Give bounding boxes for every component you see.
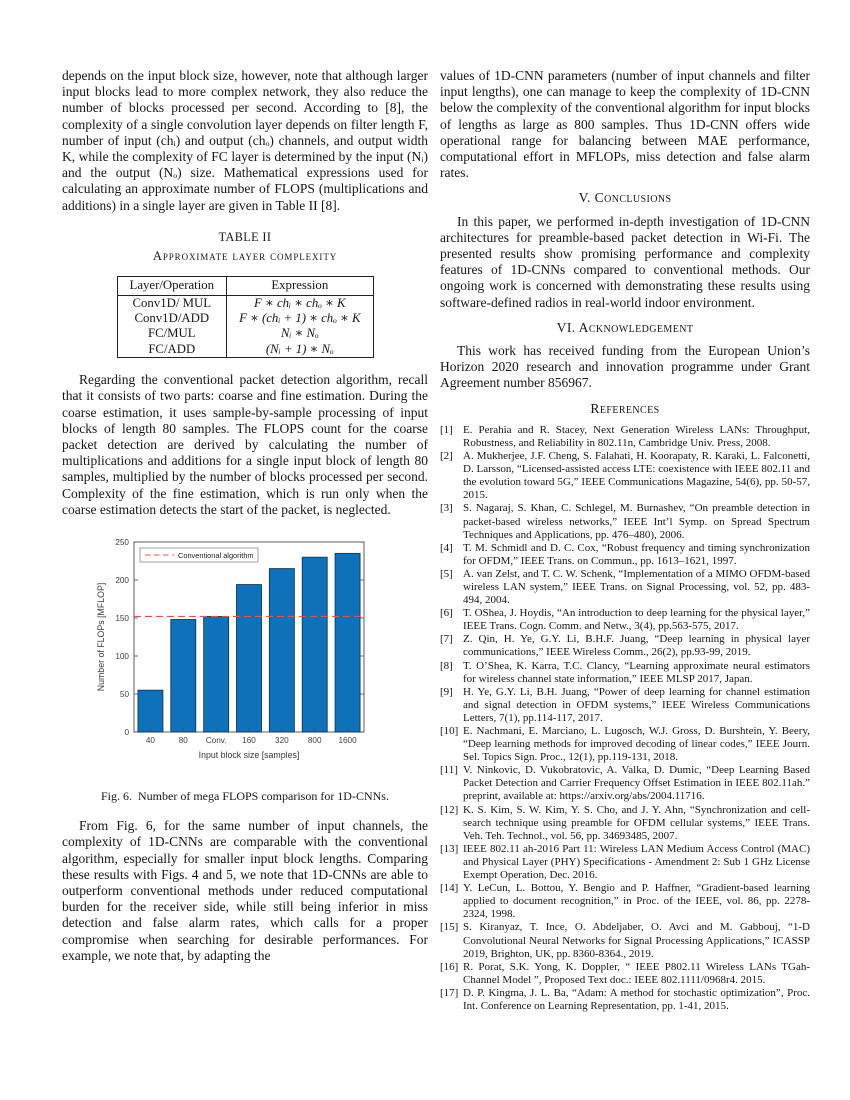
reference-item [440,450,810,502]
acknowledgement-paragraph: This work has received funding from the European Union’s Horizon 2020 research and innovation programme under Grant Agreement number 856967. [440,343,810,391]
y-tick-label: 100 [115,651,129,661]
reference-text: A. Mukherjee, J.F. Cheng, S. Falahati, H. Koorapaty, R. Karaki, L. Falconetti, D. Larsson, “Licensed-assisted access LTE: coexistence with IEEE 802.11 and the evolution toward 5G,” IEEE Communications Magazine, 54(6), pp. 50-57, 2015. [463,450,810,502]
table-cell-layer: Conv1D/ MUL [117,295,227,311]
reference-number: [16] [440,960,459,973]
body-paragraph: From Fig. 6, for the same number of input channels, the complexity of 1D-CNNs are comparable with the conventional algorithm, especially for smaller input block lengths. Comparing these results with Figs. 4 and 5, we note that 1D-CNNs are able to outperform conventional methods under reduced computational burden for the receiver side, while still being inferior in miss detection and false alarm rates, which calls for a proper compromise when searching for desirable performances. For example, we note that, by adapting the [62,818,428,963]
reference-item [440,542,810,568]
reference-item [440,882,810,921]
reference-number: [11] [440,764,458,777]
reference-item [440,843,810,882]
y-axis-label: Number of FLOPs [MFLOP] [96,582,106,692]
reference-number: [17] [440,986,459,999]
reference-number: [4] [440,541,453,554]
left-column [62,68,428,1013]
reference-item [440,502,810,541]
right-column [440,68,810,1013]
table-row [117,295,373,311]
body-paragraph: Regarding the conventional packet detection algorithm, recall that it consists of two parts: coarse and fine estimation. During the coarse estimation, it uses sample-by-sample processing of input blocks of length 80 samples. The FLOPS count for the coarse packet detection are derived by calculating the number of multiplications and additions for a single input block of length 80 samples, multiplied by the number of blocks processed per second. Complexity of the fine estimation, which is run only when the coarse estimation detects the start of the packet, is neglected. [62,372,428,517]
reference-text: A. van Zelst, and T. C. W. Schenk, “Implementation of a MIMO OFDM-based wireless LAN system,” IEEE Trans. on Signal Processing, vol. 52, pp. 483-494, 2004. [463,567,810,607]
reference-text: D. P. Kingma, J. L. Ba, “Adam: A method for stochastic optimization”, Proc. Int. Conference on Learning Representation, pp. 1-41, 2015. [463,986,810,1012]
reference-text: Z. Qin, H. Ye, G.Y. Li, B.H.F. Juang, “Deep learning in physical layer communications,” IEEE Wireless Comm., 26(2), pp.93-99, 2019. [463,633,810,659]
reference-item [440,725,810,764]
reference-text: Y. LeCun, L. Bottou, Y. Bengio and P. Haffner, “Gradient-based learning applied to document recognition,” in Proc. of the IEEE, vol. 86, pp. 2278-2324, 1998. [463,882,810,921]
reference-text: E. Nachmani, E. Marciano, L. Lugosch, W.J. Gross, D. Burshtein, Y. Beery, “Deep learning methods for improved decoding of linear codes,” IEEE Journ. Sel. Topics Sign. Proc., 12(1), pp.119-131, 2018. [463,725,810,764]
reference-number: [12] [440,803,459,816]
reference-number: [10] [440,725,459,738]
reference-number: [13] [440,842,459,855]
bar-1600 [335,553,360,732]
x-tick-label: 800 [307,736,322,746]
x-tick-label: 160 [242,736,256,746]
table-cell-layer: FC/MUL [117,326,227,341]
figure6-caption: Fig. 6. Number of mega FLOPS comparison for 1D-CNNs. [101,789,389,804]
x-tick-label: 40 [145,736,155,746]
bar-320 [269,569,294,732]
reference-item [440,961,810,987]
table-cell-expression: (Nᵢ + 1) ∗ Nₒ [265,341,334,356]
reference-text: T. M. Schmidl and D. C. Cox, “Robust frequency and timing synchronization for OFDM,” IEEE Trans. on Commun., pp. 1613–1621, 1997. [463,541,810,567]
body-paragraph: depends on the input block size, however, note that although larger input blocks lead to more complex network, they also reduce the number of blocks processed per second. According to [8], the complexity of a single convolution layer depends on filter length F, number of input (chᵢ) and output (chₒ) channels, and output width K, while the complexity of FC layer is determined by the input (Nᵢ) and the output (Nₒ) size. Mathematical expressions used for calculating an approximate number of FLOPS (multiplications and additions) in a single layer are given in Table II [8]. [62,68,428,213]
reference-item [440,660,810,686]
reference-item [440,424,810,450]
reference-text: V. Ninkovic, D. Vukobratovic, A. Valka, D. Dumic, “Deep Learning Based Packet Detection and Carrier Frequency Offset Estimation in IEEE 802.11ah.” preprint, available at: https://arxiv.org/abs/2004.11716. [463,764,810,803]
bar-Conv. [204,617,229,733]
table-cell-expression: F ∗ chᵢ ∗ chₒ ∗ K [254,295,346,310]
table-cell-layer: FC/ADD [117,342,227,358]
bar-40 [138,690,163,732]
reference-text: T. OShea, J. Hoydis, “An introduction to deep learning for the physical layer,” IEEE Trans. Cogn. Comm. and Netw., 3(4), pp.563-575, 2017. [463,607,810,633]
body-paragraph: values of 1D-CNN parameters (number of input channels and filter input lengths), one can manage to keep the complexity of 1D-CNN below the complexity of the conventional algorithm for input blocks of lengths as large as 800 samples. Thus 1D-CNN offers wide operational range for balancing between MAE performance, computational effort in MFLOPs, miss detection and false alarm rates. [440,68,810,181]
y-tick-label: 200 [115,575,129,585]
x-tick-label: 1600 [338,736,357,746]
reference-text: S. Kiranyaz, T. Ince, O. Abdeljaber, O. Avci and M. Gabbouj, “1-D Convolutional Neural Networks for Signal Processing Applications,” ICASSP 2019, Brighton, UK, pp. 8360-8364., 2019. [463,921,810,960]
y-tick-label: 150 [115,613,129,623]
conclusions-heading: V. Conclusions [578,190,672,206]
reference-text: E. Perahia and R. Stacey, Next Generation Wireless LANs: Throughput, Robustness, and Reliability in 802.11n, Cambridge Univ. Press, 2008. [463,423,810,449]
acknowledgement-heading: VI. Acknowledgement [556,319,694,335]
reference-text: K. S. Kim, S. W. Kim, Y. S. Cho, and J. Y. Ahn, “Synchronization and cell-search technique using preamble for OFDM cellular systems,” IEEE Trans. Veh. Teh. Technol., vol. 56, pp. 34693485, 2007. [463,803,810,842]
reference-number: [5] [440,567,453,580]
reference-number: [2] [440,450,453,463]
x-tick-label: 80 [178,736,188,746]
reference-number: [7] [440,633,453,646]
table-cell-expression: Nᵢ ∗ Nₒ [280,326,319,341]
reference-text: R. Porat, S.K. Yong, K. Doppler, “ IEEE P802.11 Wireless LANs TGah-Channel Model ”, Proposed Text doc.: IEEE 802.1111/0968r4. 2015. [463,960,810,986]
reference-number: [3] [440,502,453,515]
bar-160 [237,585,262,732]
conclusions-paragraph: In this paper, we performed in-depth investigation of 1D-CNN architectures for preamble-based packet detection in Wi-Fi. The presented results show promising performance and complexity features of 1D-CNNs compared to conventional methods. Our ongoing work is concerned with demonstrating these results using software-defined radios in real-world indoor environment. [440,213,810,310]
reference-number: [9] [440,685,453,698]
bar-80 [171,620,196,732]
figure6-chart [92,534,392,772]
two-column-layout [62,68,810,1013]
reference-text: T. O’Shea, K. Karra, T.C. Clancy, “Learning approximate neural estimators for wireless channel state information,” IEEE MLSP 2017, Japan. [463,659,810,685]
y-tick-label: 50 [119,689,129,699]
table2-caption: Approximate layer complexity [152,249,338,264]
reference-number: [1] [440,423,453,436]
reference-item [440,568,810,607]
figure6-block [62,534,428,803]
layer-complexity-table [117,276,374,358]
reference-item [440,607,810,633]
y-tick-label: 0 [124,727,129,737]
y-tick-label: 250 [115,537,129,547]
table-cell-expression: F ∗ (chᵢ + 1) ∗ chₒ ∗ K [239,311,361,326]
table-header-layer: Layer/Operation [117,277,227,295]
reference-text: IEEE 802.11 ah-2016 Part 11: Wireless LAN Medium Access Control (MAC) and Physical Layer (PHY) Specifications - Amendment 2: Sub 1 GHz License Exempt Operation, Dec. 2016. [463,842,810,882]
bar-800 [302,557,327,732]
reference-number: [6] [440,607,453,620]
table-row [117,342,373,358]
reference-item [440,921,810,960]
table-body [117,295,373,358]
reference-item [440,764,810,803]
table-row [117,311,373,326]
references-list [440,424,810,1013]
table-row [117,326,373,341]
reference-text: S. Nagaraj, S. Khan, C. Schlegel, M. Burnashev, “On preamble detection in packet-based wireless networks,” IEEE Int’l Symp. on Spread Spectrum Techniques and Applications, pp. 476–480), 2006. [463,502,810,541]
x-axis-label: Input block size [samples] [198,750,300,761]
table-header-expression: Expression [227,277,373,295]
x-tick-label: 320 [275,736,289,746]
x-tick-label: Conv. [205,736,227,746]
references-heading: References [590,400,660,416]
reference-text: H. Ye, G.Y. Li, B.H. Juang, “Power of deep learning for channel estimation and signal detection in OFDM systems,” IEEE Wireless Communications Letters, 7(1), pp.114-117, 2017. [463,685,810,724]
reference-item [440,686,810,725]
reference-number: [14] [440,882,459,895]
table2-label: TABLE II [218,229,272,244]
table-cell-layer: Conv1D/ADD [117,311,227,326]
reference-item [440,987,810,1013]
reference-number: [8] [440,659,453,672]
legend-label: Conventional algorithm [178,551,254,561]
reference-number: [15] [440,921,459,934]
table2-block [62,229,428,358]
reference-item [440,804,810,843]
reference-item [440,633,810,659]
